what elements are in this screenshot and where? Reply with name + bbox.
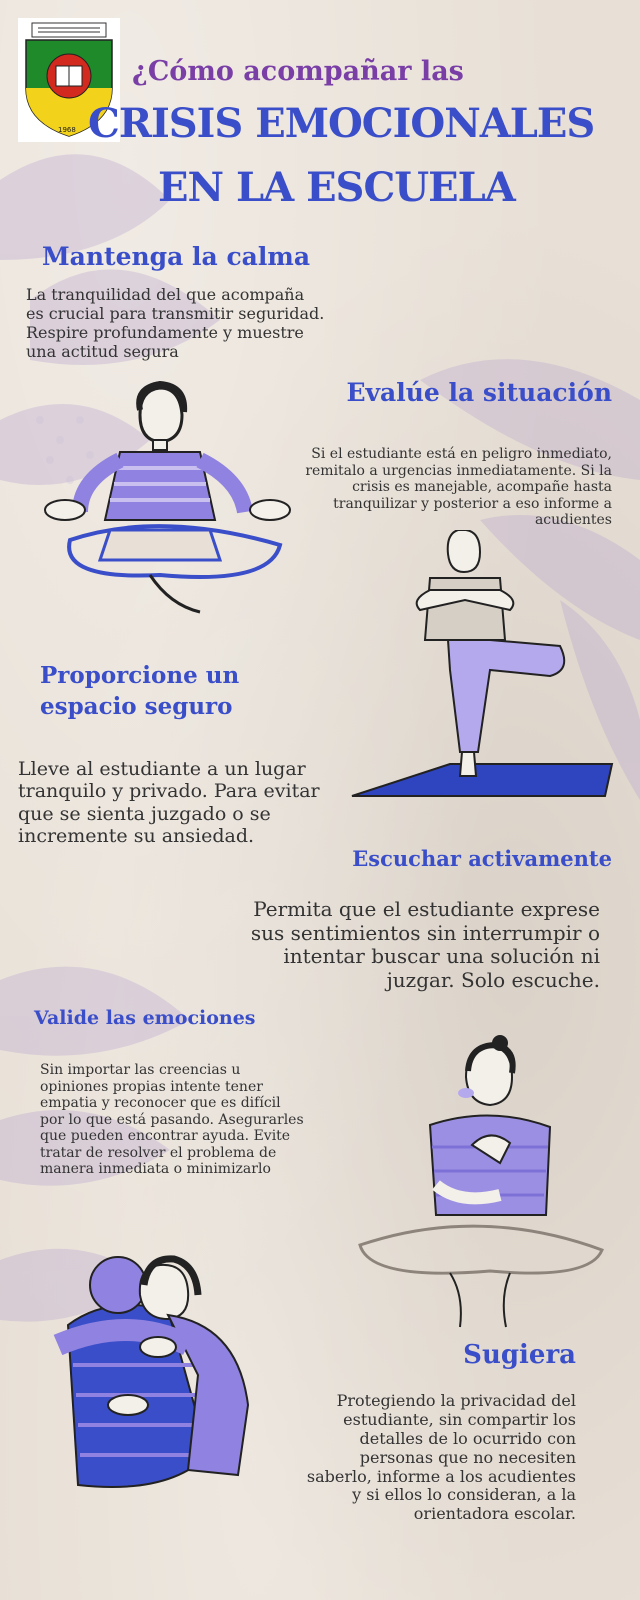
heading-espacio: Proporcione un espacio seguro (40, 662, 240, 721)
self-care-person-illustration (340, 1035, 610, 1335)
hugging-people-illustration (48, 1255, 263, 1525)
heading-sugiera: Sugiera (463, 1340, 576, 1370)
heading-valide: Valide las emociones (34, 1007, 256, 1029)
heading-escuchar: Escuchar activamente (352, 846, 612, 871)
title-line-2: CRISIS EMOCIONALES (88, 100, 595, 147)
text-escuchar: Permita que el estudiante exprese sus sentimientos sin interrumpir o intentar buscar una solución ni juzgar. Solo escuche. (250, 897, 600, 992)
meditating-person-illustration (40, 380, 300, 625)
heading-evalue: Evalúe la situación (346, 378, 612, 407)
text-valide: Sin importar las creencias u opiniones propias intente tener empatia y reconocer que es difícil por lo que está pasando. Asegurarles que pueden encontrar ayuda. Evite tratar de resolver el problema de manera inmediata o minimizarlo (40, 1062, 304, 1178)
crest-year: 1968 (58, 126, 76, 134)
text-sugiera: Protegiendo la privacidad del estudiante, sin compartir los detalles de lo ocurrido con personas que no necesiten saberlo, informe a los acudientes y si ellos lo consideran, a la orientadora escolar. (306, 1391, 576, 1524)
title-line-3: EN LA ESCUELA (158, 164, 515, 211)
text-calma: La tranquilidad del que acompaña es crucial para transmitir seguridad. Respire profundamente y muestre una actitud segura (26, 285, 325, 361)
text-evalue: Si el estudiante está en peligro inmediato, remitalo a urgencias inmediatamente. Si la crisis es manejable, acompañe hasta tranquilizar y posterior a eso informe a acudientes (305, 446, 612, 529)
heading-calma: Mantenga la calma (42, 242, 311, 271)
tree-pose-illustration (350, 530, 620, 820)
title-line-1: ¿Cómo acompañar las (132, 56, 464, 87)
text-espacio: Lleve al estudiante a un lugar tranquilo y privado. Para evitar que se sienta juzgado o se incremente su ansiedad. (18, 758, 320, 848)
